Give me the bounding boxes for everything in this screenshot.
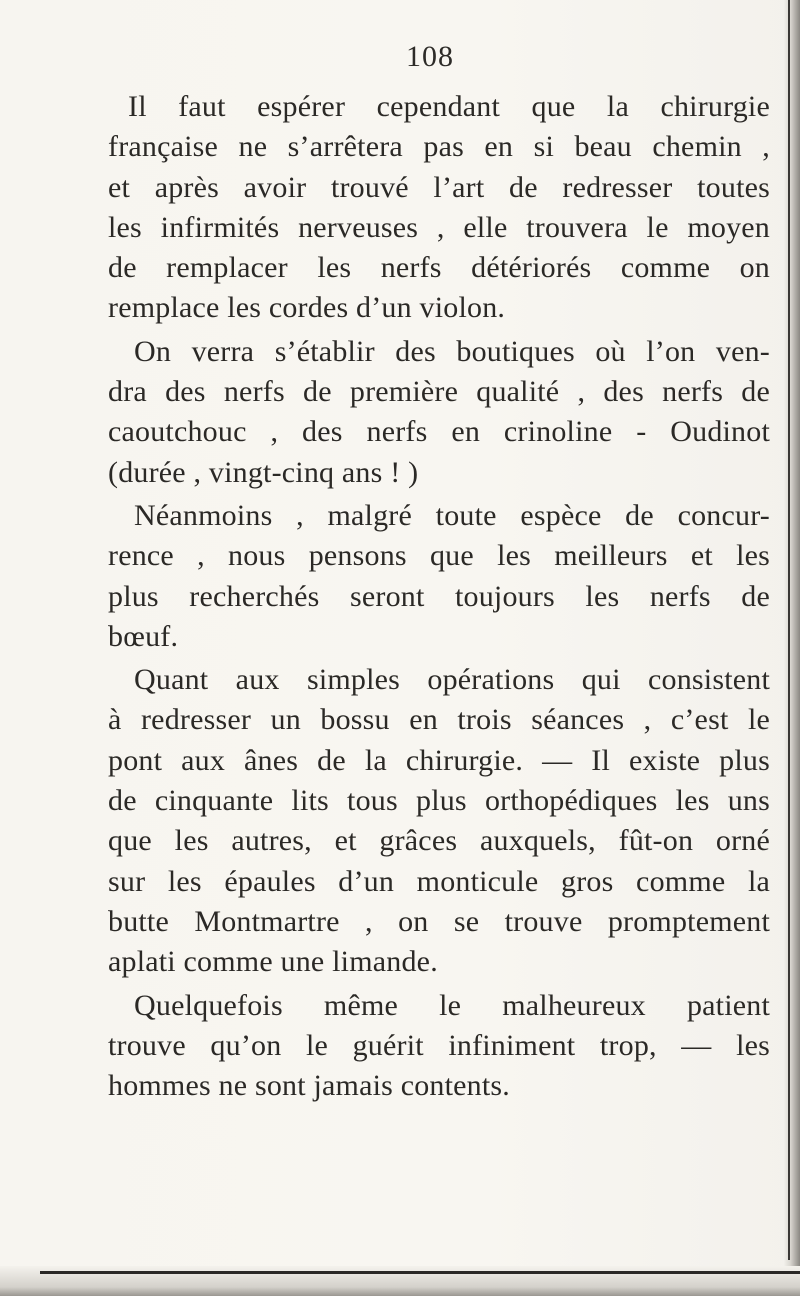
text-line: de cinquante lits tous plus orthopédiques les uns [108,784,770,818]
text-line: bœuf. [108,619,179,653]
text-line: dra des nerfs de première qualité , des nerfs de [108,375,770,409]
paragraph [108,332,770,493]
paragraph [108,660,770,982]
text-line: et après avoir trouvé l’art de redresser toutes [108,170,770,204]
text-line: Quant aux simples opérations qui consistent [134,663,770,697]
text-line: française ne s’arrêtera pas en si beau chemin , [108,130,770,164]
text-line: On verra s’établir des boutiques où l’on ven- [134,334,770,368]
text-line: les infirmités nerveuses , elle trouvera le moyen [108,210,770,244]
text-line: aplati comme une limande. [108,945,438,979]
text-line: Il faut espérer cependant que la chirurgie [128,90,770,123]
text-line: sur les épaules d’un monticule gros comme la [108,864,770,898]
page-bottom-border [40,1271,800,1274]
page-border-line [788,0,790,1260]
text-line: trouve qu’on le guérit infiniment trop, — les [108,1028,770,1062]
text-line: (durée , vingt-cinq ans ! ) [108,455,419,489]
page-number: 108 [406,40,454,73]
paragraph [108,496,770,657]
text-line: rence , nous pensons que les meilleurs et les [108,539,770,573]
text-line: hommes ne sont jamais contents. [108,1069,510,1103]
text-line: caoutchouc , des nerfs en crinoline - Oudinot [108,415,770,449]
text-line: Quelquefois même le malheureux patient [134,988,770,1022]
text-line: plus recherchés seront toujours les nerfs de [108,579,770,613]
text-line: butte Montmartre , on se trouve promptement [108,904,770,938]
text-line: à redresser un bossu en trois séances , c’est le [108,703,770,737]
paragraph [108,87,770,329]
text-line: Néanmoins , malgré toute espèce de concur- [134,498,770,532]
text-line: de remplacer les nerfs détériorés comme on [108,251,770,285]
body-text [108,87,770,1106]
text-line: pont aux ânes de la chirurgie. — Il existe plus [108,743,770,777]
page-edge-shadow [784,0,800,1296]
text-line: que les autres, et grâces auxquels, fût-on orné [108,824,770,858]
paragraph [108,986,770,1107]
text-line: remplace les cordes d’un violon. [108,291,506,325]
